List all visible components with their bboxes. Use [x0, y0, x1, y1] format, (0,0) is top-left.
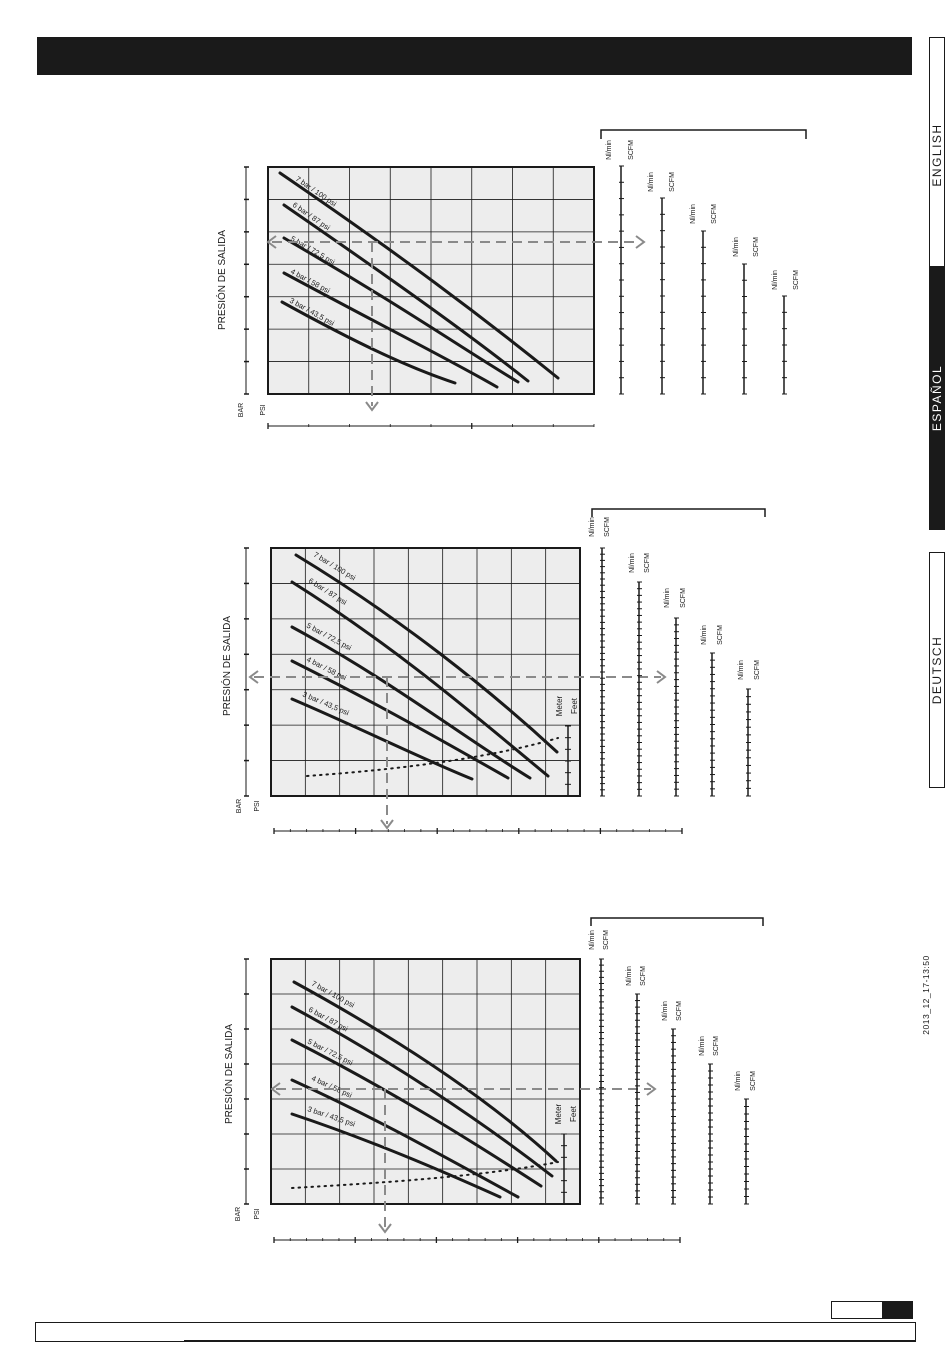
- c2-flow-scale-3-unit2: SCFM: [680, 588, 687, 608]
- c3-suction-label-feet: Feet: [569, 1105, 578, 1123]
- tab-espanol-label: ESPAÑOL: [930, 364, 944, 432]
- c3-flow-scale-4-unit1: Nl/min: [699, 1036, 706, 1056]
- c3-series-label-5: 3 bar / 43,5 psi: [306, 1104, 357, 1129]
- c3-series-label-4: 4 bar / 58 psi: [310, 1073, 354, 1100]
- c2-flow-scale-5-unit2: SCFM: [754, 660, 761, 680]
- c2-ylabel: PRESIÓN DE SALIDA: [222, 615, 233, 717]
- c3-flow-scale-1-unit1: Nl/min: [589, 930, 596, 950]
- c1-series-label-2: 6 bar / 87 psi: [290, 200, 332, 233]
- c3-flow-bracket: [591, 918, 763, 926]
- c3-suction-label-meter: Meter: [554, 1103, 563, 1125]
- c2-series-label-4: 4 bar / 58 psi: [305, 654, 348, 683]
- c1-flow-scale-2-unit2: SCFM: [669, 172, 676, 192]
- page-number-tab: [883, 1301, 913, 1319]
- c1-unit-bar: BAR: [238, 402, 245, 418]
- c2-flow-scale-4-unit2: SCFM: [717, 625, 724, 645]
- c3-ylabel: PRESIÓN DE SALIDA: [224, 1023, 235, 1125]
- c1-series-label-4: 4 bar / 58 psi: [289, 266, 332, 296]
- c1-series-label-1: 7 bar / 100 psi: [293, 174, 339, 209]
- page-number-box: [831, 1301, 883, 1319]
- c1-flow-scale-4-unit2: SCFM: [753, 237, 760, 257]
- tab-english-label: ENGLISH: [930, 123, 944, 187]
- c1-series-label-3: 5 bar / 72,5 psi: [289, 233, 337, 267]
- c3-series-label-1: 7 bar / 100 psi: [310, 978, 357, 1010]
- footer-rule: [184, 1340, 915, 1342]
- c1-flow-scale-3-unit1: Nl/min: [690, 204, 697, 224]
- c2-suction-label-feet: Feet: [570, 697, 579, 715]
- c3-flow-scale-2-unit2: SCFM: [640, 966, 647, 986]
- c1-unit-psi: PSI: [260, 404, 267, 416]
- c2-series-label-2: 6 bar / 87 psi: [306, 576, 349, 607]
- c2-flow-scale-3-unit1: Nl/min: [664, 588, 671, 608]
- c2-series-label-5: 3 bar / 43,5 psi: [301, 689, 351, 718]
- c3-flow-scale-5-unit2: SCFM: [750, 1071, 757, 1091]
- c2-flow-scale-2-unit2: SCFM: [644, 553, 651, 573]
- c2-suction-label-meter: Meter: [555, 695, 564, 717]
- c3-flow-scale-4-unit2: SCFM: [713, 1036, 720, 1056]
- c2-unit-psi: PSI: [254, 800, 261, 812]
- c1-series-label-5: 3 bar / 43,5 psi: [288, 295, 336, 328]
- c2-flow-scale-5-unit1: Nl/min: [738, 660, 745, 680]
- c2-flow-scale-1-unit1: Nl/min: [589, 517, 596, 537]
- c1-flow-scale-1-unit2: SCFM: [628, 140, 635, 160]
- c3-flow-scale-5-unit1: Nl/min: [735, 1071, 742, 1091]
- c3-flow-scale-3-unit1: Nl/min: [662, 1001, 669, 1021]
- c2-flow-scale-2-unit1: Nl/min: [629, 553, 636, 573]
- c3-flow-scale-1-unit2: SCFM: [603, 930, 610, 950]
- tab-deutsch-label: DEUTSCH: [930, 635, 944, 705]
- c1-flow-scale-3-unit2: SCFM: [711, 204, 718, 224]
- c1-flow-scale-4-unit1: Nl/min: [733, 237, 740, 257]
- c3-unit-bar: BAR: [235, 1206, 242, 1222]
- c1-flow-scale-5-unit2: SCFM: [793, 270, 800, 290]
- c2-series-label-1: 7 bar / 100 psi: [311, 550, 358, 583]
- c2-flow-scale-1-unit2: SCFM: [604, 517, 611, 537]
- c3-series-label-2: 6 bar / 87 psi: [307, 1004, 350, 1034]
- c2-flow-scale-4-unit1: Nl/min: [701, 625, 708, 645]
- c1-flow-scale-5-unit1: Nl/min: [772, 270, 779, 290]
- c2-unit-bar: BAR: [236, 798, 243, 814]
- c1-ylabel: PRESIÓN DE SALIDA: [217, 229, 228, 331]
- footer-box: [35, 1322, 916, 1342]
- date-stamp: 2013_12_17-13:50: [921, 955, 931, 1035]
- c3-series-label-3: 5 bar / 72,5 psi: [306, 1036, 355, 1068]
- c3-unit-psi: PSI: [254, 1208, 261, 1220]
- c1-flow-scale-2-unit1: Nl/min: [648, 172, 655, 192]
- c1-flow-scale-1-unit1: Nl/min: [606, 140, 613, 160]
- c3-flow-scale-3-unit2: SCFM: [676, 1001, 683, 1021]
- c2-series-label-3: 5 bar / 72,5 psi: [305, 620, 353, 653]
- c3-flow-scale-2-unit1: Nl/min: [626, 966, 633, 986]
